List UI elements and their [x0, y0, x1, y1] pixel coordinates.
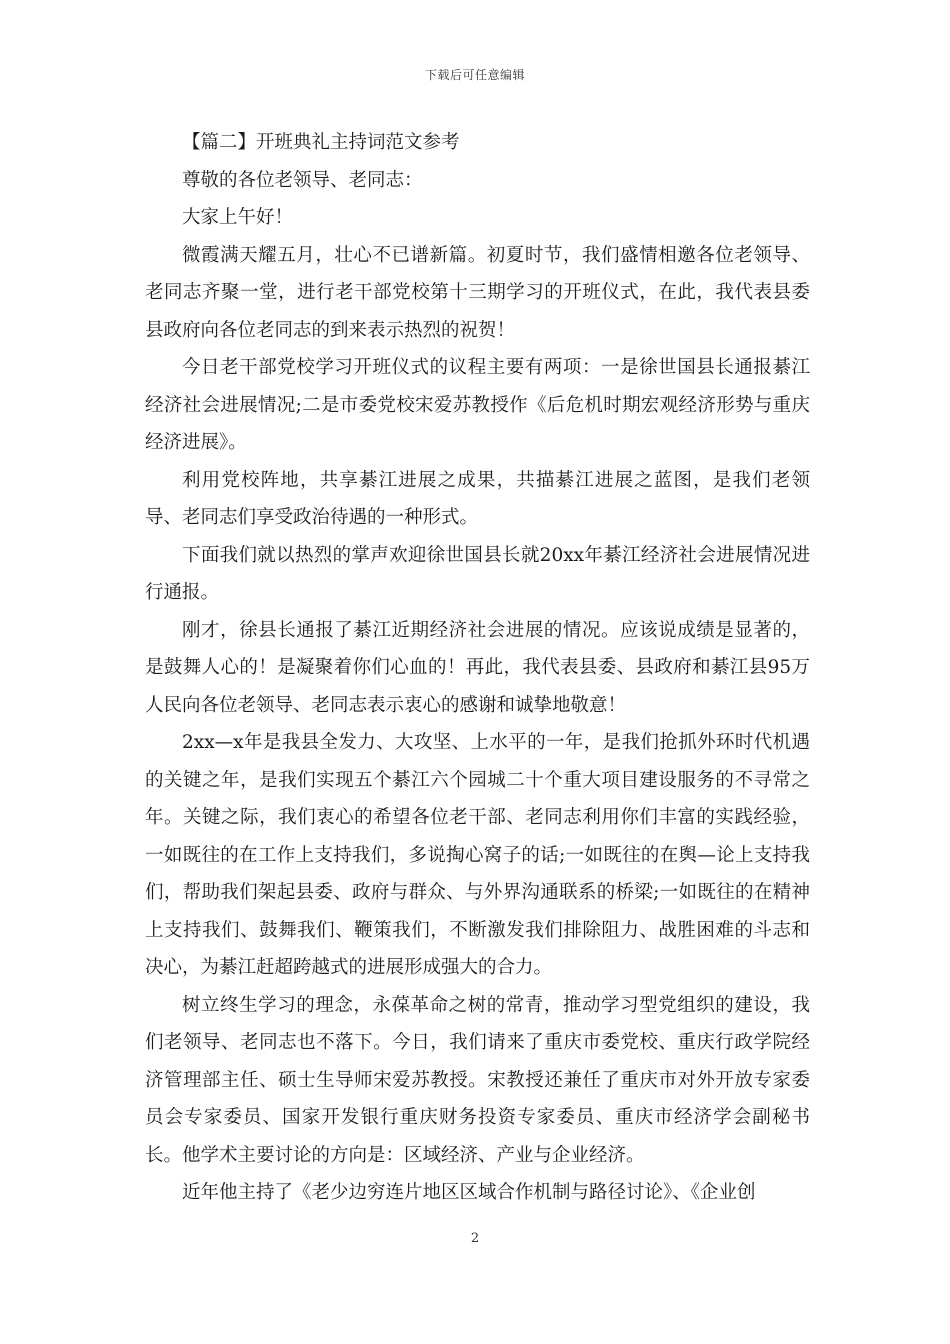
paragraph: 今日老干部党校学习开班仪式的议程主要有两项：一是徐世国县长通报綦江经济社会进展情况;二是市委党校宋爱苏教授作《后危机时期宏观经济形势与重庆经济进展》。: [145, 357, 810, 453]
paragraph: 树立终生学习的理念，永葆革命之树的常青，推动学习型党组织的建设，我们老领导、老同志也不落下。今日，我们请来了重庆市委党校、重庆行政学院经济管理部主任、硕士生导师宋爱苏教授。宋教授还兼任了重庆市对外开放专家委员会专家委员、国家开发银行重庆财务投资专家委员、重庆市经济学会副秘书长。他学术主要讨论的方向是：区域经济、产业与企业经济。: [145, 994, 810, 1166]
paragraph: 下面我们就以热烈的掌声欢迎徐世国县长就20xx年綦江经济社会进展情况进行通报。: [145, 544, 810, 603]
salutation: 尊敬的各位老领导、老同志：: [182, 169, 423, 191]
document-body: [145, 124, 810, 1212]
document-title: 【篇二】开班典礼主持词范文参考: [182, 132, 460, 153]
paragraph: 近年他主持了《老少边穷连片地区区域合作机制与路径讨论》、《企业创: [182, 1182, 756, 1203]
paragraph: 2xx—x年是我县全发力、大攻坚、上水平的一年，是我们抢抓外环时代机遇的关键之年，是我们实现五个綦江六个园城二十个重大项目建设服务的不寻常之年。关键之际，我们衷心的希望各位老干部、老同志利用你们丰富的实践经验，一如既往的在工作上支持我们，多说掏心窝子的话;一如既往的在舆—论上支持我们，帮助我们架起县委、政府与群众、与外界沟通联系的桥梁;一如既往的在精神上支持我们、鼓舞我们、鞭策我们，不断激发我们排除阻力、战胜困难的斗志和决心，为綦江赶超跨越式的进展形成强大的合力。: [145, 732, 810, 978]
page-header: 下载后可任意编辑: [424, 68, 525, 82]
paragraph: 刚才，徐县长通报了綦江近期经济社会进展的情况。应该说成绩是显著的，是鼓舞人心的！是凝聚着你们心血的！再此，我代表县委、县政府和綦江县95万人民向各位老领导、老同志表示衷心的感谢和诚挚地敬意！: [145, 619, 810, 716]
paragraph: 利用党校阵地，共享綦江进展之成果，共描綦江进展之蓝图，是我们老领导、老同志们享受政治待遇的一种形式。: [145, 469, 810, 528]
page-number: 2: [470, 1231, 480, 1246]
paragraph: 微霞满天耀五月，壮心不已谱新篇。初夏时节，我们盛情相邀各位老领导、老同志齐聚一堂，进行老干部党校第十三期学习的开班仪式，在此，我代表县委县政府向各位老同志的到来表示热烈的祝贺！: [145, 244, 810, 341]
greeting: 大家上午好！: [182, 207, 294, 228]
